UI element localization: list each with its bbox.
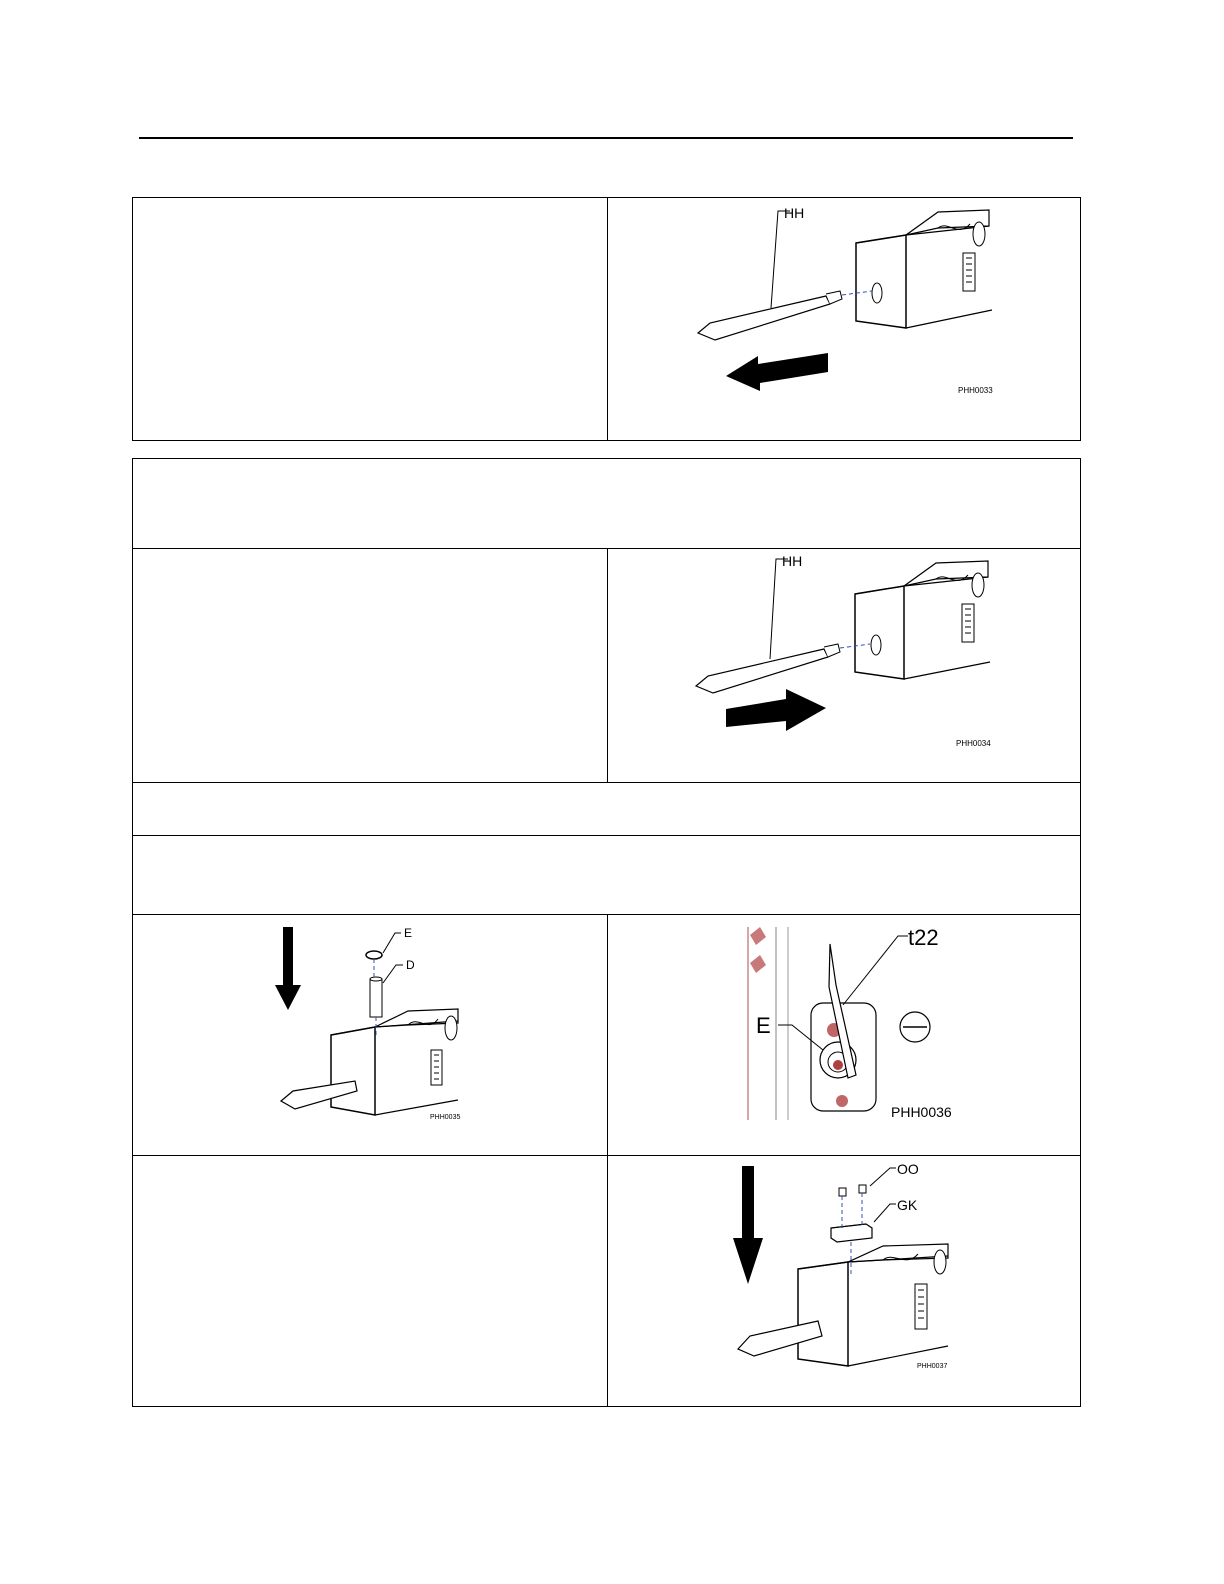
figure-code: PHH0035 [430, 1114, 461, 1121]
figure-cell [608, 1156, 1080, 1406]
callout-t22: t22 [908, 925, 939, 950]
callout-e: E [404, 926, 413, 940]
figure-code: PHH0037 [917, 1363, 948, 1370]
callout-e: E [756, 1013, 771, 1038]
header-rule [139, 137, 1073, 139]
step-table-1 [132, 197, 1081, 441]
figure-retainer-pin-install [133, 915, 607, 1155]
figure-hammer-tool-removal [608, 198, 1080, 440]
figure-cell [608, 549, 1080, 782]
figure-cell [608, 915, 1080, 1155]
step-text-cell [133, 1156, 607, 1406]
step-text-cell [133, 549, 607, 782]
figure-cell [608, 198, 1080, 440]
step-header-cell [133, 459, 1080, 548]
figure-code: PHH0036 [891, 1104, 952, 1120]
callout-oo: OO [897, 1161, 919, 1177]
figure-code: PHH0033 [958, 386, 993, 395]
figure-retainer-cap-tool [608, 915, 1080, 1155]
step-note-cell [133, 783, 1080, 835]
figure-hammer-tool-install [608, 549, 1080, 782]
step-text-cell [133, 198, 607, 440]
figure-guide-key-install [608, 1156, 1080, 1406]
figure-code: PHH0034 [956, 739, 991, 748]
figure-cell [133, 915, 607, 1155]
step-header-cell [133, 836, 1080, 914]
callout-d: D [406, 958, 415, 972]
callout-hh: HH [782, 553, 803, 569]
callout-hh: HH [784, 205, 805, 221]
callout-gk: GK [897, 1197, 918, 1213]
step-table-2 [132, 458, 1081, 1407]
